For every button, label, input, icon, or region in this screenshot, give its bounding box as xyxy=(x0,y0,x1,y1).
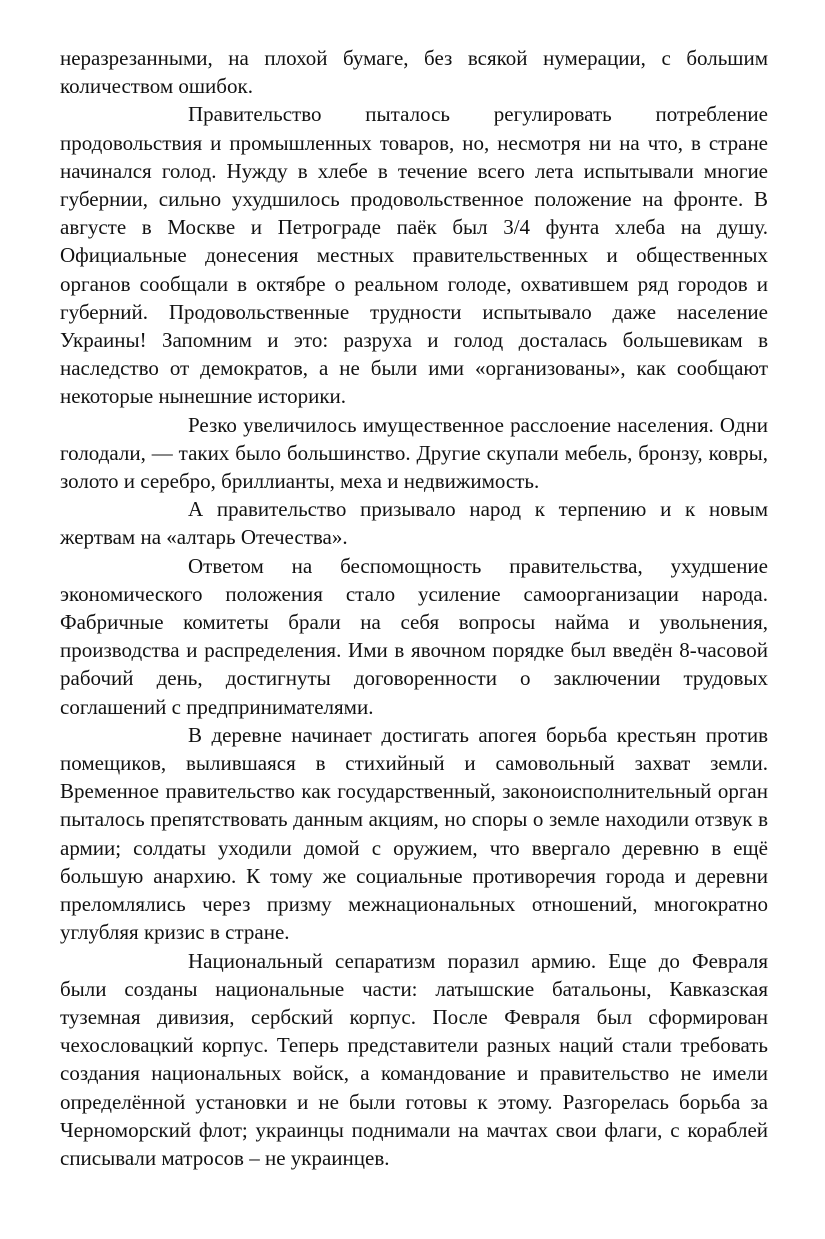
paragraph-social-stratification: Резко увеличилось имущественное расслоение населения. Одни голодали, — таких было большинство. Другие скупали мебель, бронзу, ковры, золото и серебро, бриллианты, меха и недвижимость. xyxy=(60,412,768,494)
paragraph-national-separatism: Национальный сепаратизм поразил армию. Еще до Февраля были созданы национальные части: латышские батальоны, Кавказская туземная дивизия, сербский корпус. После Февраля был сформирован чехословацкий корпус. Теперь представители разных наций стали требовать создания национальных войск, а командование и правительство не имели определённой установки и не были готовы к этому. Разгорелась борьба за Черноморский флот; украинцы поднимали на мачтах свои флаги, с кораблей списывали матросов – не украинцев. xyxy=(60,948,768,1170)
paragraph-self-organization: Ответом на беспомощность правительства, ухудшение экономического положения стало усиление самоорганизации народа. Фабричные комитеты брали на себя вопросы найма и увольнения, производства и распределения. Ими в явочном порядке был введён 8-часовой рабочий день, достигнуты договоренности о заключении трудовых соглашений с предпринимателями. xyxy=(60,553,768,719)
paragraph-food-shortage: Правительство пыталось регулировать потребление продовольствия и промышленных товаров, но, несмотря ни на что, в стране начинался голод. Нужду в хлебе в течение всего лета испытывали многие губернии, сильно ухудшилось продовольственное положение на фронте. В августе в Москве и Петрограде паёк был 3/4 фунта хлеба на душу. Официальные донесения местных правительственных и общественных органов сообщали в октябре о реальном голоде, охватившем ряд городов и губерний. Продовольственные трудности испытывало даже население Украины! Запомним и это: разруха и голод досталась большевикам в наследство от демократов, а не были ими «организованы», как сообщают некоторые нынешние историки. xyxy=(60,102,768,409)
paragraph-peasant-struggle: В деревне начинает достигать апогея борьба крестьян против помещиков, вылившаяся в стихийный и самовольный захват земли. Временное правительство как государственный, законоисполнительный орган пыталось препятствовать данным акциям, но споры о земле находили отзвук в армии; солдаты уходили домой с оружием, что ввергало деревню в ещё большую анархию. К тому же социальные противоречия города и деревни преломлялись через призму межнациональных отношений, многократно углубляя кризис в стране. xyxy=(60,722,768,945)
paragraph-government-appeal: А правительство призывало народ к терпению и к новым жертвам на «алтарь Отечества». xyxy=(60,497,768,550)
paragraph-continued: неразрезанными, на плохой бумаге, без всякой нумерации, с большим количеством ошибок. xyxy=(60,46,768,99)
document-page xyxy=(60,44,768,1172)
